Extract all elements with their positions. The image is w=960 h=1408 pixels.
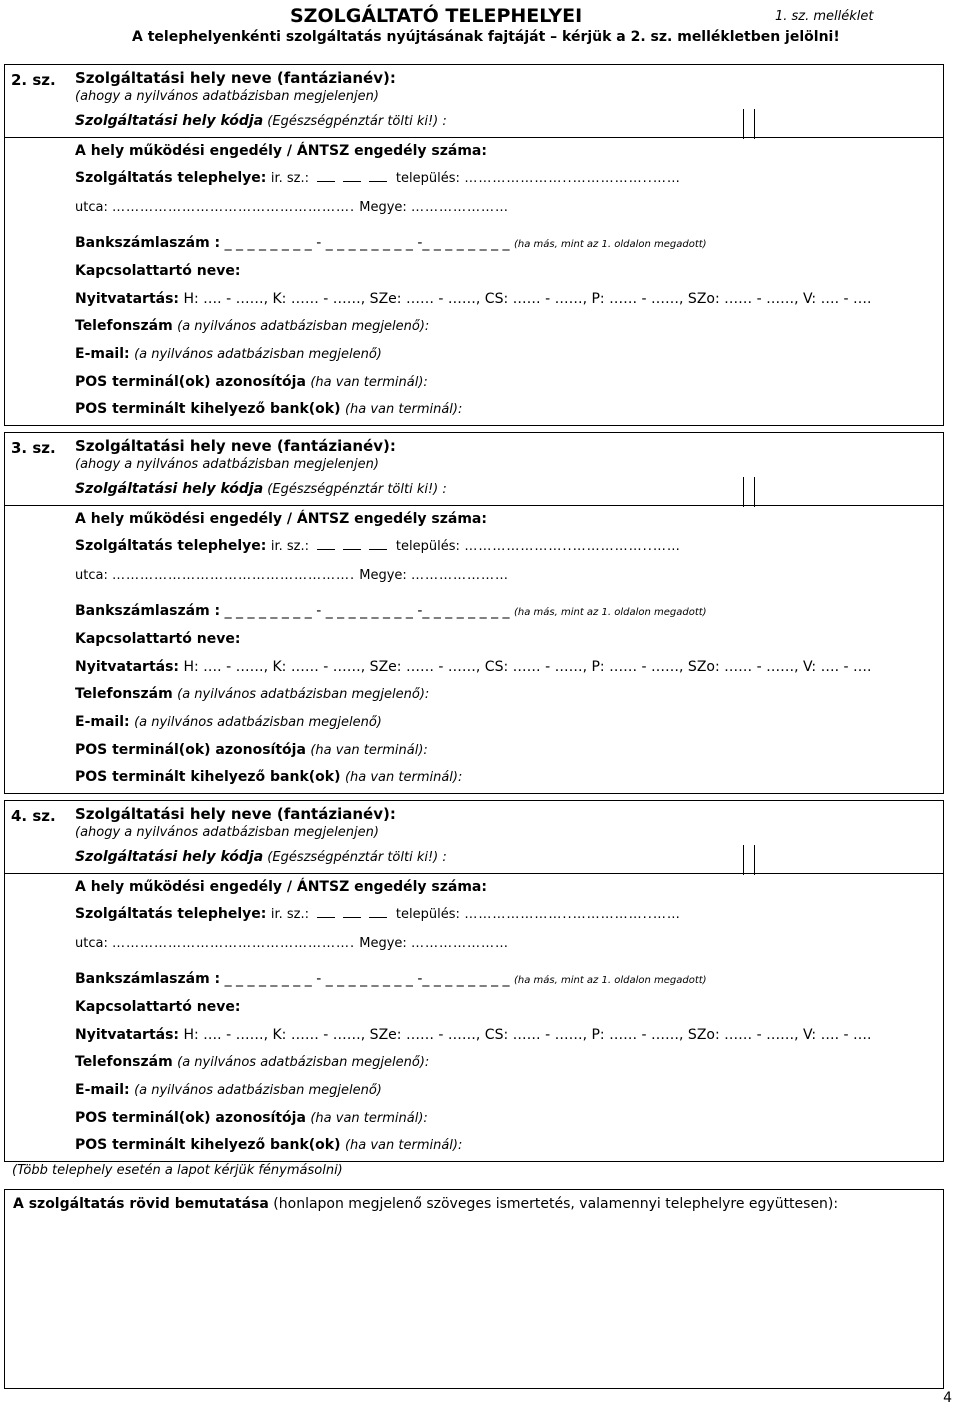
site-name-row[interactable]: Szolgáltatási hely neve (fantázianév):: [75, 805, 396, 823]
page-title: SZOLGÁLTATÓ TELEPHELYEI: [290, 5, 583, 27]
phone-row[interactable]: Telefonszám (a nyilvános adatbázisban megjelenő):: [75, 686, 430, 702]
site-name-hint: (ahogy a nyilvános adatbázisban megjelenjen): [75, 825, 379, 840]
bank-account-row[interactable]: Bankszámlaszám : _ _ _ _ _ _ _ _ - _ _ _ _ _ _ _ _ -_ _ _ _ _ _ _ _ (ha más, mint az 1. oldalon megadott): [75, 971, 707, 987]
site-code-row[interactable]: Szolgáltatási hely kódja (Egészségpénztár tölti ki!) :: [75, 481, 447, 497]
bank-account-row[interactable]: Bankszámlaszám : _ _ _ _ _ _ _ _ - _ _ _ _ _ _ _ _ -_ _ _ _ _ _ _ _ (ha más, mint az 1. oldalon megadott): [75, 235, 707, 251]
zip-digit-field[interactable]: [369, 907, 387, 918]
zip-digit-field[interactable]: [369, 539, 387, 550]
section-number: 4. sz.: [11, 807, 56, 825]
opening-hours-row[interactable]: Nyitvatartás: H: …. - ……, K: …… - ……, SZe: …… - ……, CS: …… - ……, P: …… - ……, SZo: …… - ……, V: …. - ….: [75, 291, 872, 307]
contact-person-row[interactable]: Kapcsolattartó neve:: [75, 263, 241, 279]
site-address-row[interactable]: Szolgáltatás telephelye: ir. sz.: település: …………………..……………..……: [75, 538, 681, 554]
permit-number-row[interactable]: A hely működési engedély / ÁNTSZ engedély száma:: [75, 879, 487, 895]
permit-number-row[interactable]: A hely működési engedély / ÁNTSZ engedély száma:: [75, 511, 487, 527]
site-code-box[interactable]: [743, 477, 755, 507]
pos-terminal-id-row[interactable]: POS terminál(ok) azonosítója (ha van terminál):: [75, 1110, 428, 1126]
pos-terminal-bank-row[interactable]: POS terminált kihelyező bank(ok) (ha van terminál):: [75, 401, 463, 417]
zip-digit-field[interactable]: [343, 539, 361, 550]
site-address-row[interactable]: Szolgáltatás telephelye: ir. sz.: település: …………………..……………..……: [75, 906, 681, 922]
site-section-3: [4, 432, 944, 794]
site-section-4: [4, 800, 944, 1162]
site-name-row[interactable]: Szolgáltatási hely neve (fantázianév):: [75, 69, 396, 87]
service-description-box[interactable]: [4, 1189, 944, 1389]
annex-label: 1. sz. melléklet: [775, 9, 874, 24]
street-county-row[interactable]: utca: ……………………………………………. Megye: …………………: [75, 568, 509, 583]
phone-row[interactable]: Telefonszám (a nyilvános adatbázisban megjelenő):: [75, 318, 430, 334]
section-number: 3. sz.: [11, 439, 56, 457]
zip-digit-field[interactable]: [369, 171, 387, 182]
code-row-divider: [5, 505, 943, 506]
site-name-row[interactable]: Szolgáltatási hely neve (fantázianév):: [75, 437, 396, 455]
site-code-box[interactable]: [743, 109, 755, 139]
street-county-row[interactable]: utca: ……………………………………………. Megye: …………………: [75, 936, 509, 951]
zip-digit-field[interactable]: [343, 171, 361, 182]
opening-hours-row[interactable]: Nyitvatartás: H: …. - ……, K: …… - ……, SZe: …… - ……, CS: …… - ……, P: …… - ……, SZo: …… - ……, V: …. - ….: [75, 1027, 872, 1043]
contact-person-row[interactable]: Kapcsolattartó neve:: [75, 999, 241, 1015]
email-row[interactable]: E-mail: (a nyilvános adatbázisban megjelenő): [75, 346, 382, 362]
zip-digit-field[interactable]: [317, 539, 335, 550]
pos-terminal-bank-row[interactable]: POS terminált kihelyező bank(ok) (ha van terminál):: [75, 1137, 463, 1153]
email-row[interactable]: E-mail: (a nyilvános adatbázisban megjelenő): [75, 714, 382, 730]
pos-terminal-bank-row[interactable]: POS terminált kihelyező bank(ok) (ha van terminál):: [75, 769, 463, 785]
zip-digit-field[interactable]: [317, 907, 335, 918]
site-code-row[interactable]: Szolgáltatási hely kódja (Egészségpénztár tölti ki!) :: [75, 849, 447, 865]
email-row[interactable]: E-mail: (a nyilvános adatbázisban megjelenő): [75, 1082, 382, 1098]
permit-number-row[interactable]: A hely működési engedély / ÁNTSZ engedély száma:: [75, 143, 487, 159]
site-code-row[interactable]: Szolgáltatási hely kódja (Egészségpénztár tölti ki!) :: [75, 113, 447, 129]
site-name-hint: (ahogy a nyilvános adatbázisban megjelenjen): [75, 89, 379, 104]
zip-digit-field[interactable]: [317, 171, 335, 182]
photocopy-note: (Több telephely esetén a lapot kérjük fénymásolni): [12, 1163, 343, 1178]
bank-account-row[interactable]: Bankszámlaszám : _ _ _ _ _ _ _ _ - _ _ _ _ _ _ _ _ -_ _ _ _ _ _ _ _ (ha más, mint az 1. oldalon megadott): [75, 603, 707, 619]
page-number: 4: [943, 1390, 952, 1406]
site-name-hint: (ahogy a nyilvános adatbázisban megjelenjen): [75, 457, 379, 472]
pos-terminal-id-row[interactable]: POS terminál(ok) azonosítója (ha van terminál):: [75, 374, 428, 390]
service-description-label: A szolgáltatás rövid bemutatása (honlapon megjelenő szöveges ismertetés, valamennyi telephelyre együttesen):: [13, 1196, 839, 1212]
street-county-row[interactable]: utca: ……………………………………………. Megye: …………………: [75, 200, 509, 215]
site-section-2: [4, 64, 944, 426]
contact-person-row[interactable]: Kapcsolattartó neve:: [75, 631, 241, 647]
code-row-divider: [5, 873, 943, 874]
zip-digit-field[interactable]: [343, 907, 361, 918]
phone-row[interactable]: Telefonszám (a nyilvános adatbázisban megjelenő):: [75, 1054, 430, 1070]
site-code-box[interactable]: [743, 845, 755, 875]
page-subtitle: A telephelyenkénti szolgáltatás nyújtásának fajtáját – kérjük a 2. sz. mellékletben jelölni!: [132, 29, 840, 45]
code-row-divider: [5, 137, 943, 138]
section-number: 2. sz.: [11, 71, 56, 89]
site-address-row[interactable]: Szolgáltatás telephelye: ir. sz.: település: …………………..……………..……: [75, 170, 681, 186]
pos-terminal-id-row[interactable]: POS terminál(ok) azonosítója (ha van terminál):: [75, 742, 428, 758]
opening-hours-row[interactable]: Nyitvatartás: H: …. - ……, K: …… - ……, SZe: …… - ……, CS: …… - ……, P: …… - ……, SZo: …… - ……, V: …. - ….: [75, 659, 872, 675]
